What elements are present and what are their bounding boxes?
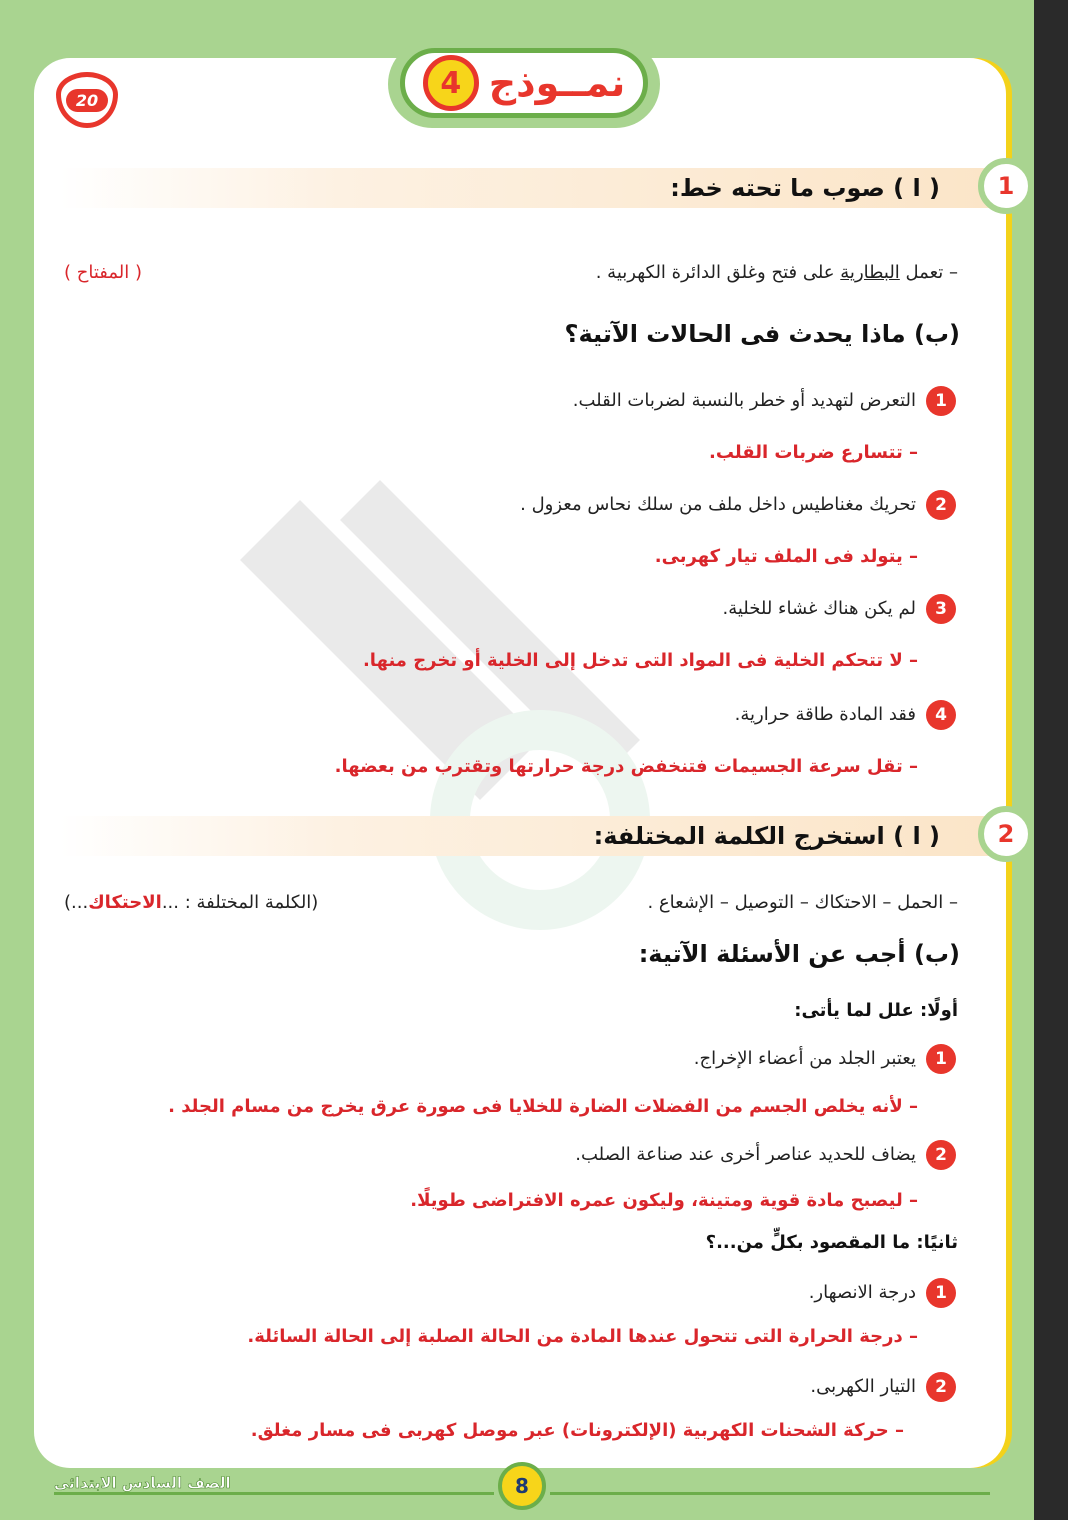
correct-question-suffix: على فتح وغلق الدائرة الكهربية .: [595, 262, 841, 283]
model-number: 4: [423, 55, 479, 111]
item-number: 2: [926, 1140, 956, 1170]
item-number: 1: [926, 1044, 956, 1074]
odd-word-question: – الحمل – الاحتكاك – التوصيل – الإشعاع .: [647, 892, 958, 913]
model-title-badge: [400, 48, 648, 118]
list-item: [810, 1372, 956, 1402]
underlined-word: البطارية: [840, 262, 900, 283]
page-number: 20: [66, 89, 108, 112]
footer-line-left: [54, 1492, 494, 1495]
correct-answer-text: ( المفتاح ): [64, 262, 143, 283]
item-question: يضاف للحديد عناصر أخرى عند صناعة الصلب.: [575, 1144, 916, 1165]
item-question: فقد المادة طاقة حرارية.: [734, 704, 916, 725]
item-number: 1: [926, 1278, 956, 1308]
correct-question: [596, 262, 958, 283]
section2-number: 2: [978, 806, 1034, 862]
item-answer: – تقل سرعة الجسيمات فتنخفض درجة حرارتها وتقترب من بعضها.: [334, 756, 918, 777]
list-item: [694, 1044, 956, 1074]
item-question: درجة الانصهار.: [808, 1282, 916, 1303]
item-number: 3: [926, 594, 956, 624]
section2-bar: [60, 816, 990, 856]
list-item: [575, 1140, 956, 1170]
item-question: تحريك مغناطيس داخل ملف من سلك نحاس معزول .: [520, 494, 916, 515]
grade-label: الصف السادس الابتدائى: [54, 1474, 231, 1492]
footer-page-number: 8: [498, 1462, 546, 1510]
item-answer: – لأنه يخلص الجسم من الفضلات الضارة للخلايا فى صورة عرق يخرج من مسام الجلد .: [168, 1096, 918, 1117]
list-item: [573, 386, 956, 416]
item-answer: – ليصبح مادة قوية ومتينة، وليكون عمره الافتراضى طويلًا.: [410, 1190, 918, 1211]
odd-word-answer-prefix: (الكلمة المختلفة : ...: [161, 892, 319, 913]
odd-word-answer-word: الاحتكاك: [88, 892, 162, 913]
footer-line-right: [550, 1492, 990, 1495]
item-number: 4: [926, 700, 956, 730]
list-item: [520, 490, 956, 520]
item-question: التيار الكهربى.: [810, 1376, 916, 1397]
section1-bar: [60, 168, 990, 208]
item-answer: – لا تتحكم الخلية فى المواد التى تدخل إلى الخلية أو تخرج منها.: [362, 650, 918, 671]
list-item: [809, 1278, 956, 1308]
item-question: يعتبر الجلد من أعضاء الإخراج.: [693, 1048, 916, 1069]
dark-edge-strip: [1034, 0, 1068, 1520]
item-question: لم يكن هناك غشاء للخلية.: [722, 598, 916, 619]
item-answer: – درجة الحرارة التى تتحول عندها المادة من الحالة الصلبة إلى الحالة السائلة.: [247, 1326, 918, 1347]
section1-partb-title: (ب) ماذا يحدث فى الحالات الآتية؟: [564, 320, 960, 348]
item-number: 2: [926, 490, 956, 520]
section2-title: ( ا ) استخرج الكلمة المختلفة:: [593, 822, 940, 850]
item-answer: – تتسارع ضربات القلب.: [709, 442, 918, 463]
item-number: 1: [926, 386, 956, 416]
item-answer: – يتولد فى الملف تيار كهربى.: [654, 546, 918, 567]
correct-answer: [64, 262, 142, 283]
model-title: نمــوذج: [488, 61, 626, 105]
item-question: التعرض لتهديد أو خطر بالنسبة لضربات القلب.: [572, 390, 916, 411]
odd-word-answer: [64, 892, 318, 913]
section1-title: ( ا ) صوب ما تحته خط:: [670, 174, 940, 202]
odd-word-answer-suffix: ...): [64, 892, 89, 913]
list-item: [723, 594, 957, 624]
item-answer: – حركة الشحنات الكهربية (الإلكترونات) عبر موصل كهربى فى مسار مغلق.: [250, 1420, 904, 1441]
correct-question-prefix: – تعمل: [899, 262, 958, 283]
section1-number: 1: [978, 158, 1034, 214]
second-heading: ثانيًا: ما المقصود بكلٍّ من...؟: [705, 1232, 958, 1253]
item-number: 2: [926, 1372, 956, 1402]
first-heading: أولًا: علل لما يأتى:: [794, 1000, 958, 1021]
list-item: [735, 700, 956, 730]
section2-partb-title: (ب) أجب عن الأسئلة الآتية:: [638, 940, 960, 968]
